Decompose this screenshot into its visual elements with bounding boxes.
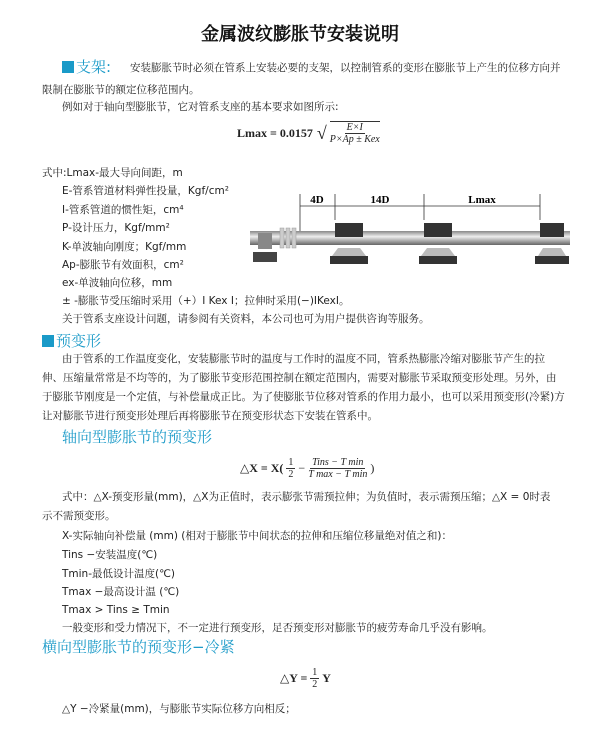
pipe — [250, 231, 570, 245]
sqrt-icon: √ — [316, 122, 327, 143]
def-line: ex-单波轴向位移，mm — [62, 277, 173, 289]
def-line: I-管系管道的惯性矩，cm⁴ — [62, 204, 184, 216]
square-bullet-icon — [62, 61, 74, 73]
text-line: 安装膨胀节时必须在管系上安装必要的支架，以控制管系的变形在膨胀节上产生的位移方向并 — [130, 62, 561, 74]
text-line: 由于管系的工作温度变化，安装膨胀节时的温度与工作时的温度不同，管系热膨胀冷缩对膨胀节产生的拉 — [62, 353, 545, 365]
label-14d: 14D — [370, 194, 390, 206]
bellows — [280, 228, 296, 248]
numerator: Tins − T min — [312, 457, 364, 468]
text-line: Tins −安装温度(℃) — [62, 549, 158, 561]
def-line: 式中:Lmax-最大导向间距，m — [42, 167, 183, 179]
denominator: T max − T min — [308, 469, 368, 480]
formula-lhs: △Y = — [280, 671, 308, 685]
numerator: 1 — [288, 457, 294, 468]
text-line: 限制在膨胀节的额定位移范围内。 — [42, 84, 200, 96]
def-line: 关于管系支座设计问题，请参阅有关资料，本公司也可为用户提供咨询等服务。 — [62, 313, 430, 325]
section-heading-predeform — [42, 332, 101, 350]
fraction-half — [286, 457, 295, 480]
def-line: Ap-膨胀节有效面积，cm² — [62, 259, 184, 271]
text-line: 示不需预变形。 — [42, 510, 116, 522]
text-line: Tmax > Tins ≥ Tmin — [62, 604, 170, 616]
support-base — [253, 252, 277, 262]
text-line: X-实际轴向补偿量 (mm) (相对于膨胀节中间状态的拉伸和压缩位移量绝对值之和)： — [62, 530, 452, 542]
fraction-temp — [308, 457, 367, 480]
text-line: △Y −冷紧量(mm)，与膨胀节实际位移方向相反； — [62, 703, 296, 715]
heading-text: 支架: — [76, 58, 112, 76]
def-line: E-管系管道材料弹性投量，Kgf/cm² — [62, 185, 229, 197]
formula-lhs: △X = X( — [240, 461, 284, 475]
heading-text: 预变形 — [56, 332, 102, 350]
numerator: 1 — [312, 667, 318, 678]
fixed-support — [258, 233, 272, 249]
fraction-half — [310, 667, 319, 690]
fraction — [330, 121, 380, 145]
text-line: 式中：△X-预变形量(mm)，△X为正值时，表示膨张节需预拉伸；为负值时，表示需预压缩；△X = 0时表 — [62, 491, 551, 503]
def-line: K-单波轴向刚度；Kgf/mm — [62, 241, 187, 253]
label-4d: 4D — [310, 194, 324, 206]
section-heading-support — [62, 58, 111, 76]
subheading-axial: 轴向型膨胀节的预变形 — [62, 428, 213, 446]
formula-rhs: Y — [322, 671, 331, 685]
denominator: 2 — [288, 469, 294, 480]
square-bullet-icon — [42, 335, 54, 347]
text-line: 伸、压缩量常常是不均等的，为了膨胀节变形范围控制在额定范围内，需要对膨胀节采取预变形处理。另外，由 — [42, 372, 557, 384]
formula-lhs: Lmax = 0.0157 — [237, 125, 313, 140]
text-line: 于膨胀节刚度是一个定值，与补偿量成正比。为了使膨胀节位移对管系的作用力最小，也可以采用预变形(冷紧)方 — [42, 391, 565, 403]
denominator: P×Ap ± Kex — [329, 134, 380, 145]
text-line: 让对膨胀节进行预变形处理后再将膨胀节在预变形状态下安装在管系中。 — [42, 410, 378, 422]
formula-delta-y — [280, 667, 331, 690]
subheading-lateral: 横向型膨胀节的预变形−冷紧 — [42, 638, 235, 656]
label-lmax: Lmax — [468, 194, 496, 206]
numerator: E×I — [346, 122, 363, 133]
page-title: 金属波纹膨胀节安装说明 — [201, 24, 399, 45]
formula-lmax — [237, 121, 383, 145]
text-line: 例如对于轴向型膨胀节，它对管系支座的基本要求如图所示: — [62, 101, 339, 113]
text-line: Tmax −最高设计温 (℃) — [62, 586, 180, 598]
denominator: 2 — [312, 679, 318, 690]
def-line: P-设计压力，Kgf/mm² — [62, 222, 170, 234]
def-line: ± -膨胀节受压缩时采用（+）I Kex I；拉伸时采用(−)IKexI。 — [62, 295, 350, 307]
text-line: Tmin-最低设计温度(℃) — [62, 568, 175, 580]
text-line: 一般变形和受力情况下，不一定进行预变形，足否预变形对膨胀节的疲劳寿命几乎没有影响。 — [62, 622, 493, 634]
close-paren: ) — [370, 461, 375, 475]
minus: − — [298, 461, 306, 475]
support-spacing-diagram — [250, 190, 570, 275]
formula-delta-x — [240, 457, 374, 480]
